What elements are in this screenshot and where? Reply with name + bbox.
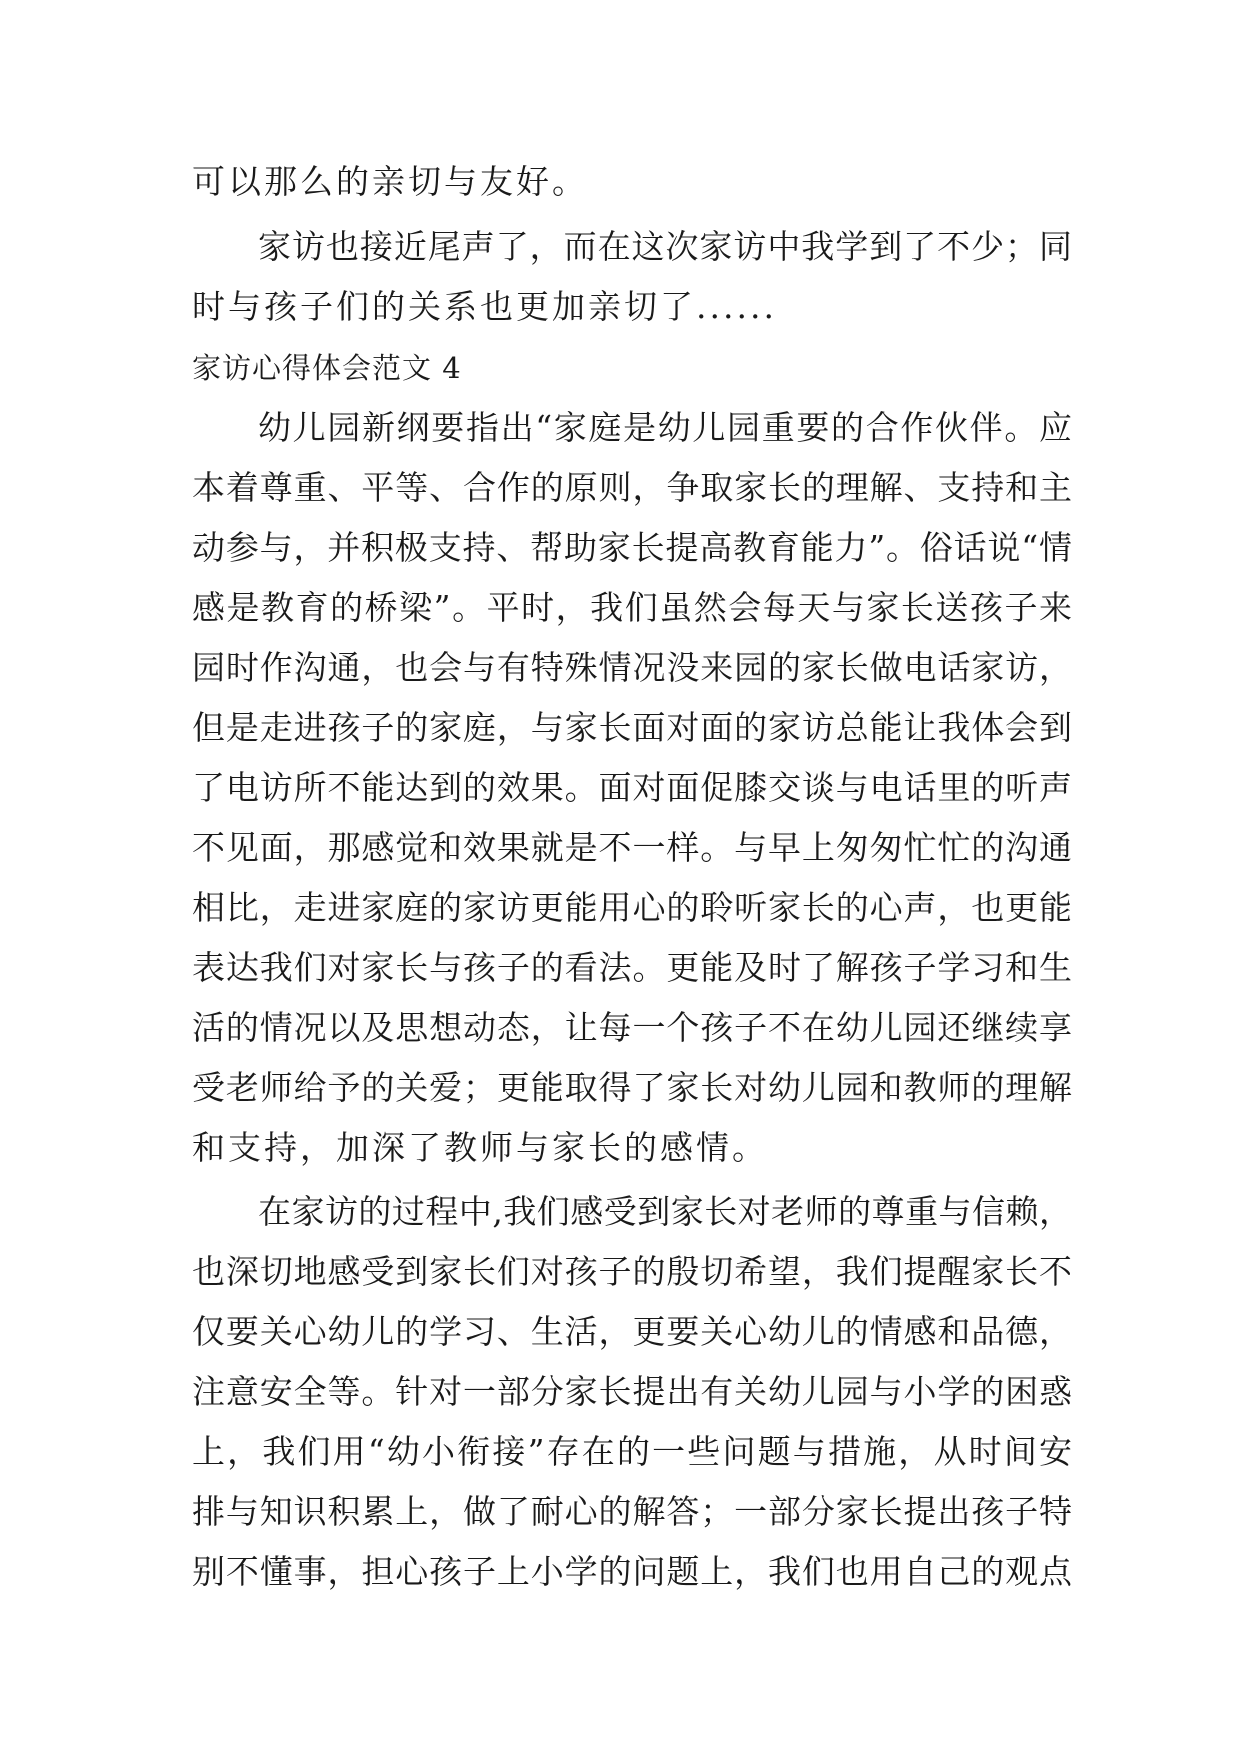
paragraph-line: 在家访的过程中,我们感受到家长对老师的尊重与信赖，: [258, 1192, 1072, 1231]
paragraph-line: 可以那么的亲切与友好。: [192, 162, 588, 201]
paragraph-line: 园时作沟通，也会与有特殊情况没来园的家长做电话家访，: [192, 648, 1072, 687]
paragraph-line: 和支持，加深了教师与家长的感情。: [192, 1128, 768, 1167]
paragraph-line: 但是走进孩子的家庭，与家长面对面的家访总能让我体会到: [192, 708, 1072, 747]
paragraph-line: 感是教育的桥梁”。平时，我们虽然会每天与家长送孩子来: [192, 588, 1072, 627]
paragraph-line: 上，我们用“幼小衔接”存在的一些问题与措施，从时间安: [192, 1432, 1072, 1471]
paragraph-line: 幼儿园新纲要指出“家庭是幼儿园重要的合作伙伴。应: [258, 408, 1072, 447]
paragraph-line: 时与孩子们的关系也更加亲切了......: [192, 287, 777, 326]
paragraph-line: 别不懂事，担心孩子上小学的问题上，我们也用自己的观点: [192, 1552, 1072, 1591]
paragraph-line: 活的情况以及思想动态，让每一个孩子不在幼儿园还继续享: [192, 1008, 1072, 1047]
paragraph-line: 不见面，那感觉和效果就是不一样。与早上匆匆忙忙的沟通: [192, 828, 1072, 867]
paragraph-line: 注意安全等。针对一部分家长提出有关幼儿园与小学的困惑: [192, 1372, 1072, 1411]
paragraph-line: 相比，走进家庭的家访更能用心的聆听家长的心声，也更能: [192, 888, 1072, 927]
section-heading: 家访心得体会范文 4: [192, 351, 462, 385]
paragraph-line: 表达我们对家长与孩子的看法。更能及时了解孩子学习和生: [192, 948, 1072, 987]
paragraph-line: 家访也接近尾声了，而在这次家访中我学到了不少；同: [258, 227, 1072, 266]
paragraph-line: 仅要关心幼儿的学习、生活，更要关心幼儿的情感和品德，: [192, 1312, 1072, 1351]
paragraph-line: 也深切地感受到家长们对孩子的殷切希望，我们提醒家长不: [192, 1252, 1072, 1291]
paragraph-line: 动参与，并积极支持、帮助家长提高教育能力”。俗话说“情: [192, 528, 1072, 567]
paragraph-line: 本着尊重、平等、合作的原则，争取家长的理解、支持和主: [192, 468, 1072, 507]
paragraph-line: 排与知识积累上，做了耐心的解答；一部分家长提出孩子特: [192, 1492, 1072, 1531]
paragraph-line: 受老师给予的关爱；更能取得了家长对幼儿园和教师的理解: [192, 1068, 1072, 1107]
paragraph-line: 了电访所不能达到的效果。面对面促膝交谈与电话里的听声: [192, 768, 1072, 807]
